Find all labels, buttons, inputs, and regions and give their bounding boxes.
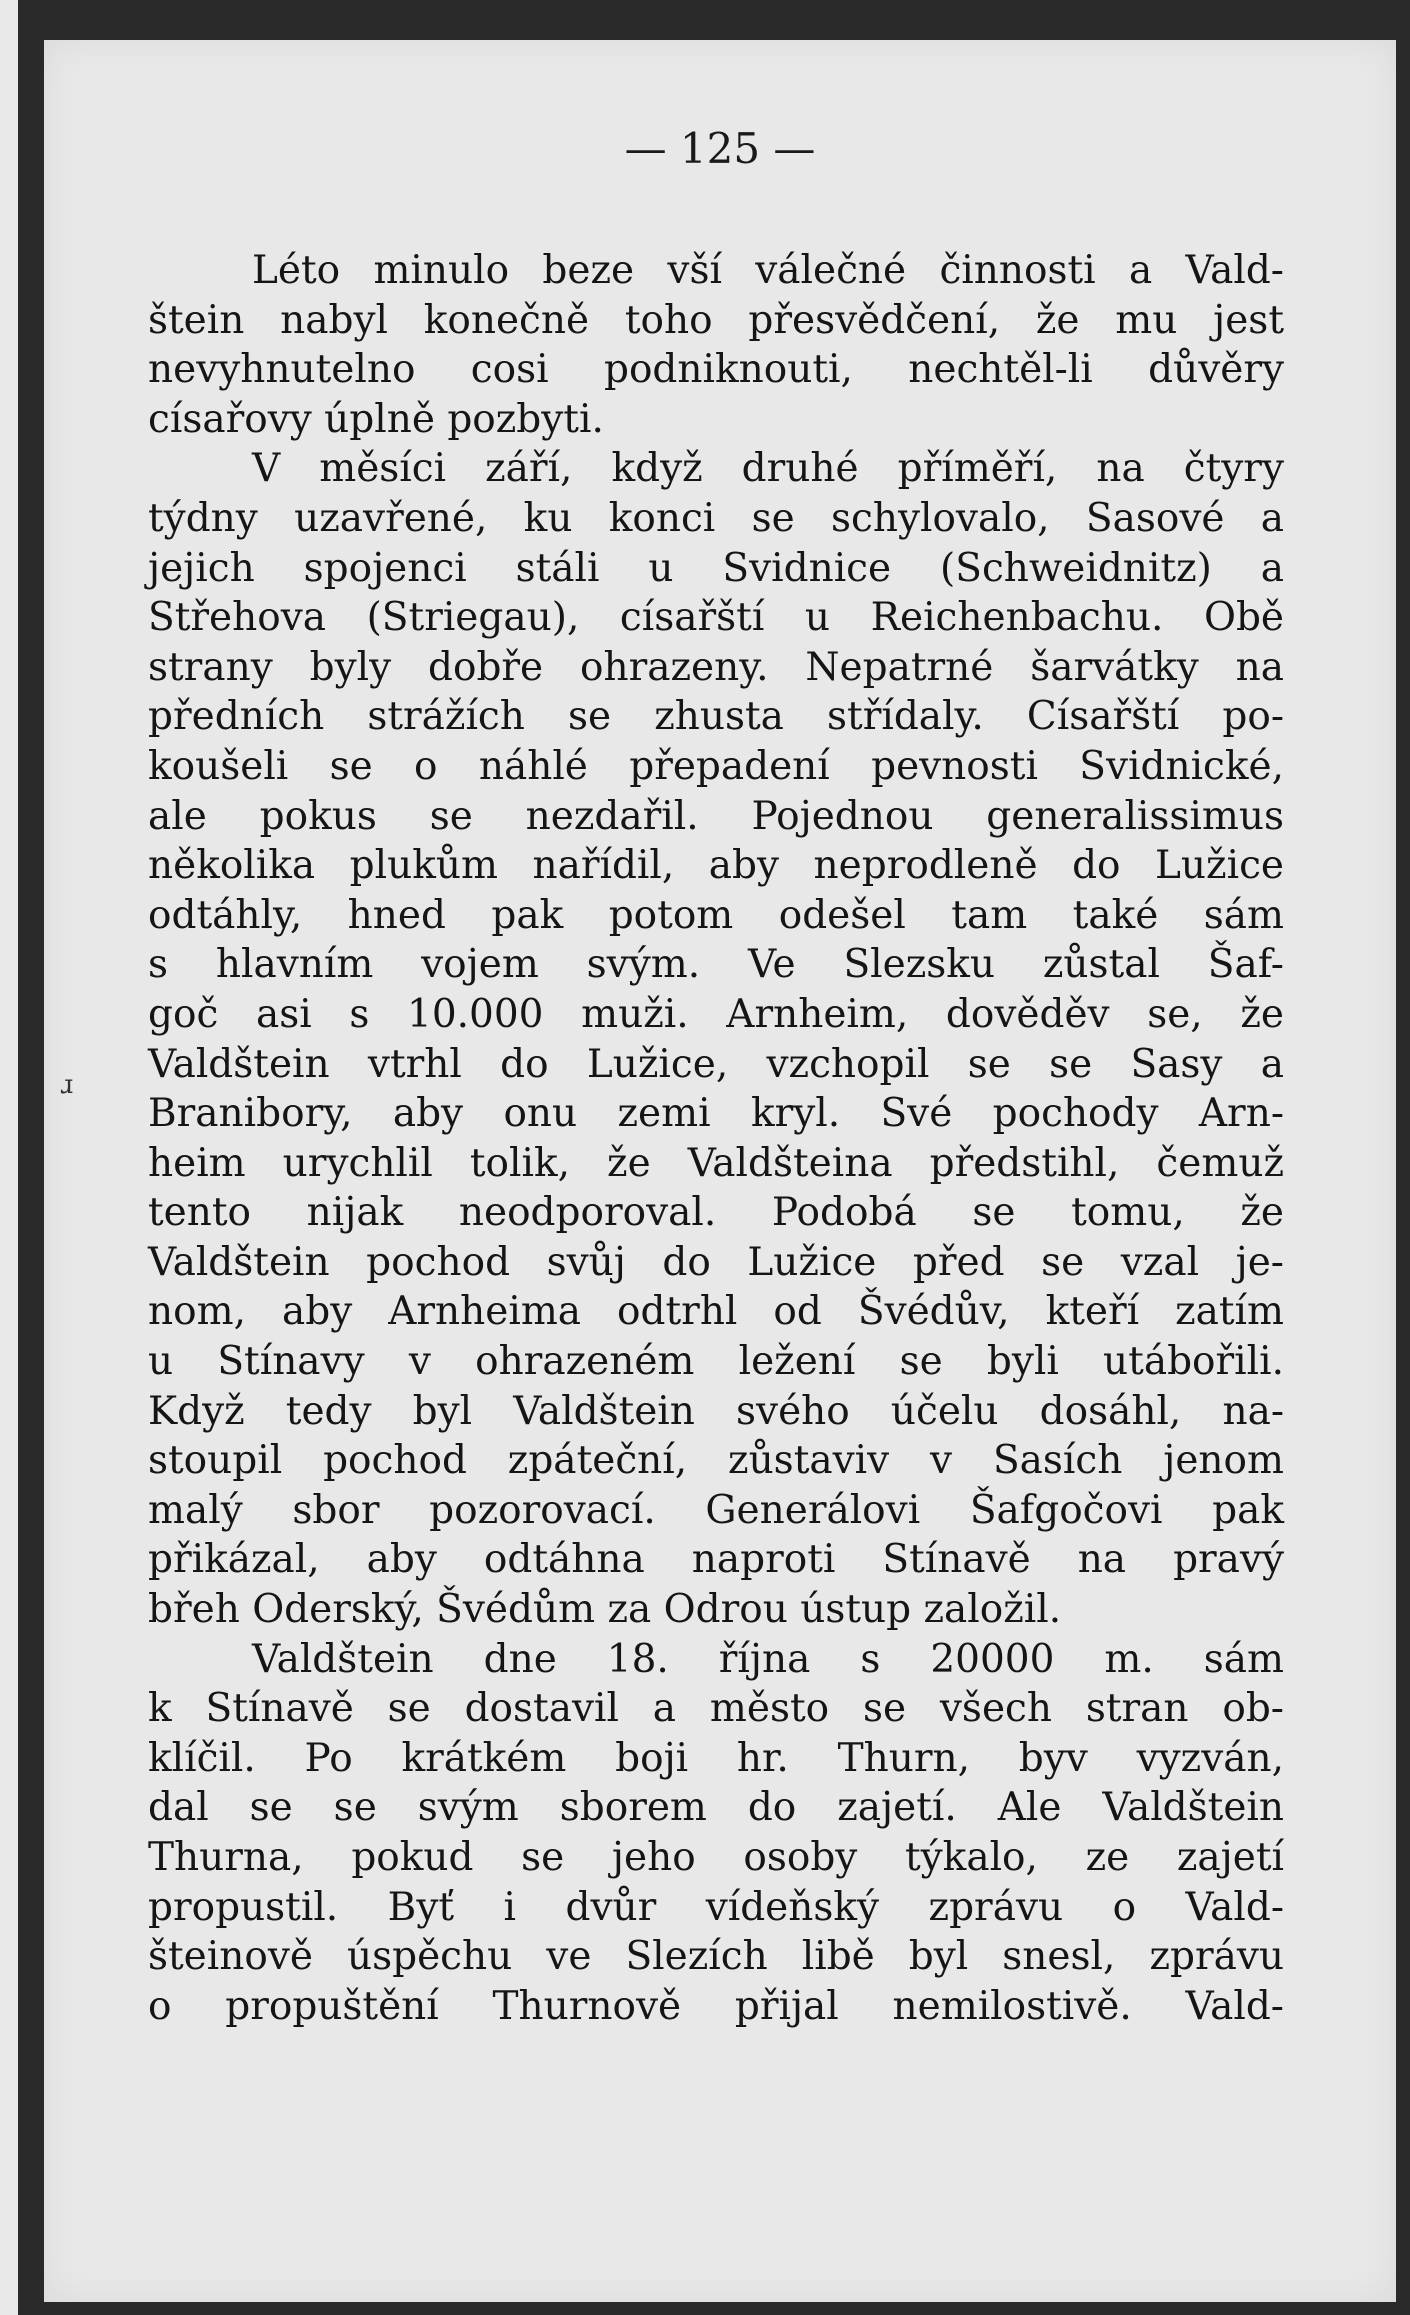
text-line: několika plukům nařídil, aby neprodleně do Lužice <box>148 843 1284 889</box>
text-line: Thurna, pokud se jeho osoby týkalo, ze zajetí <box>148 1835 1284 1880</box>
page-number: — 125 — <box>624 124 816 173</box>
text-line: Léto minulo beze vší válečné činnosti a Vald- <box>252 248 1284 293</box>
text-line: dal se se svým sborem do zajetí. Ale Valdštein <box>148 1785 1284 1831</box>
text-line: strany byly dobře ohrazeny. Nepatrné šarvátky na <box>148 644 1284 690</box>
text-line: Valdštein pochod svůj do Lužice před se vzal je- <box>148 1239 1284 1285</box>
text-line: odtáhly, hned pak potom odešel tam také sám <box>148 892 1284 938</box>
text-line: předních strážích se zhusta střídaly. Císařští po- <box>148 694 1284 740</box>
margin-mark: ɹ <box>60 1070 74 1100</box>
text-line: Když tedy byl Valdštein svého účelu dosáhl, na- <box>148 1388 1284 1434</box>
text-line: císařovy úplně pozbyti. <box>148 396 604 442</box>
text-line: propustil. Byť i dvůr vídeňský zprávu o Vald- <box>148 1884 1284 1930</box>
text-line: k Stínavě se dostavil a město se všech stran ob- <box>148 1686 1284 1732</box>
text-line: V měsíci září, když druhé příměří, na čtyry <box>252 446 1284 492</box>
text-line: týdny uzavřené, ku konci se schylovalo, Sasové a <box>148 495 1284 541</box>
text-line: břeh Oderský, Švédům za Odrou ústup založil. <box>148 1587 1062 1633</box>
text-line: Branibory, aby onu zemi kryl. Své pochody Arn- <box>148 1091 1284 1137</box>
text-line: u Stínavy v ohrazeném ležení se byli utábořili. <box>148 1339 1284 1385</box>
text-line: malý sbor pozorovací. Generálovi Šafgočovi pak <box>148 1487 1284 1533</box>
text-line: štein nabyl konečně toho přesvědčení, že mu jest <box>148 297 1284 343</box>
text-line: o propuštění Thurnově přijal nemilostivě. Vald- <box>148 1983 1284 2029</box>
text-line: Střehova (Striegau), císařští u Reichenbachu. Obě <box>148 595 1284 641</box>
text-line: stoupil pochod zpáteční, zůstaviv v Sasích jenom <box>148 1438 1284 1484</box>
text-line: klíčil. Po krátkém boji hr. Thurn, byv vyzván, <box>148 1735 1284 1781</box>
text-line: koušeli se o náhlé přepadení pevnosti Svidnické, <box>148 743 1284 789</box>
text-line: nevyhnutelno cosi podniknouti, nechtěl-li důvěry <box>148 347 1284 393</box>
text-line: Valdštein vtrhl do Lužice, vzchopil se se Sasy a <box>148 1041 1284 1087</box>
text-line: šteinově úspěchu ve Slezích libě byl snesl, zprávu <box>148 1934 1284 1980</box>
text-line: tento nijak neodporoval. Podobá se tomu, že <box>148 1190 1284 1236</box>
text-line: heim urychlil tolik, že Valdšteina předstihl, čemuž <box>148 1140 1284 1186</box>
body-text <box>148 246 1284 2031</box>
text-line: nom, aby Arnheima odtrhl od Švédův, kteří zatím <box>148 1289 1284 1335</box>
adjacent-page-edge <box>0 0 18 2315</box>
book-page <box>44 40 1396 2302</box>
text-line: s hlavním vojem svým. Ve Slezsku zůstal Šaf- <box>148 942 1284 988</box>
text-line: přikázal, aby odtáhna naproti Stínavě na pravý <box>148 1537 1284 1583</box>
text-line: jejich spojenci stáli u Svidnice (Schweidnitz) a <box>148 545 1284 591</box>
text-line: ale pokus se nezdařil. Pojednou generalissimus <box>148 793 1284 839</box>
text-line: goč asi s 10.000 muži. Arnheim, dověděv se, že <box>148 991 1284 1037</box>
text-line: Valdštein dne 18. října s 20000 m. sám <box>252 1636 1284 1682</box>
